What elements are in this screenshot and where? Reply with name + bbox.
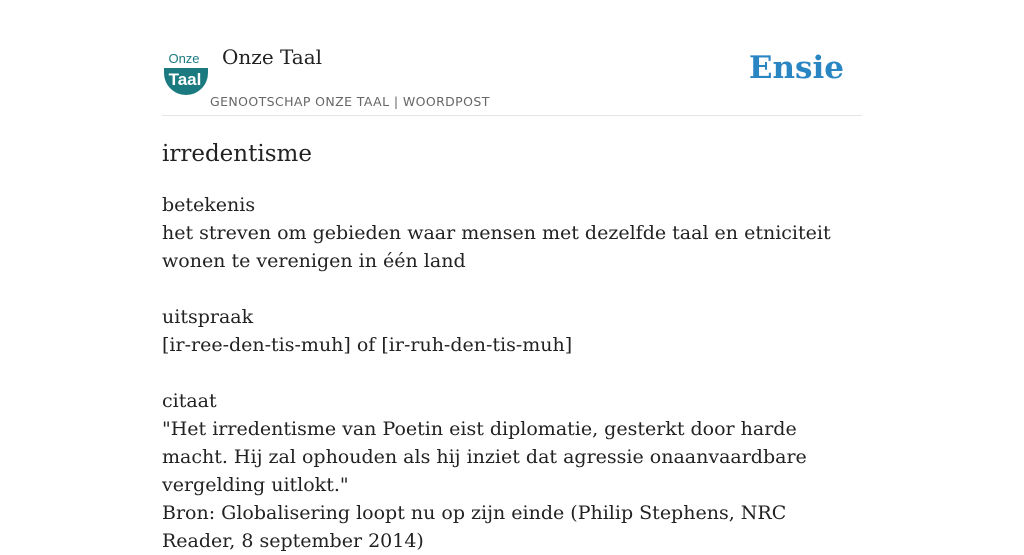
header [162,40,862,116]
onze-taal-logo[interactable] [162,51,210,95]
entry-term: irredentisme [162,141,312,167]
section-label-uitspraak: uitspraak [162,306,254,328]
logo-word-top: Onze [168,51,200,66]
brand-subtitle: GENOOTSCHAP ONZE TAAL | WOORDPOST [210,94,490,109]
brand-name[interactable]: Onze Taal [222,45,323,69]
section-label-citaat: citaat [162,390,217,412]
entry-content [162,137,862,555]
entry-body [162,191,862,555]
logo-word-bottom: Taal [168,70,202,89]
site-logo[interactable]: Ensie [748,50,844,86]
quote-text: "Het irredentisme van Poetin eist diplomatie, gesterkt door harde macht. Hij zal ophouden als hij inziet dat agressie onaanvaardbare vergelding uitlokt." [162,418,807,496]
pronunciation-text: [ir-ree-den-tis-muh] of [ir-ruh-den-tis-muh] [162,334,573,356]
quote-source: Bron: Globalisering loopt nu op zijn einde (Philip Stephens, NRC Reader, 8 september 2014) [162,502,787,552]
definition-text: het streven om gebieden waar mensen met dezelfde taal en etniciteit wonen te verenigen in één land [162,222,831,272]
section-label-betekenis: betekenis [162,194,256,216]
